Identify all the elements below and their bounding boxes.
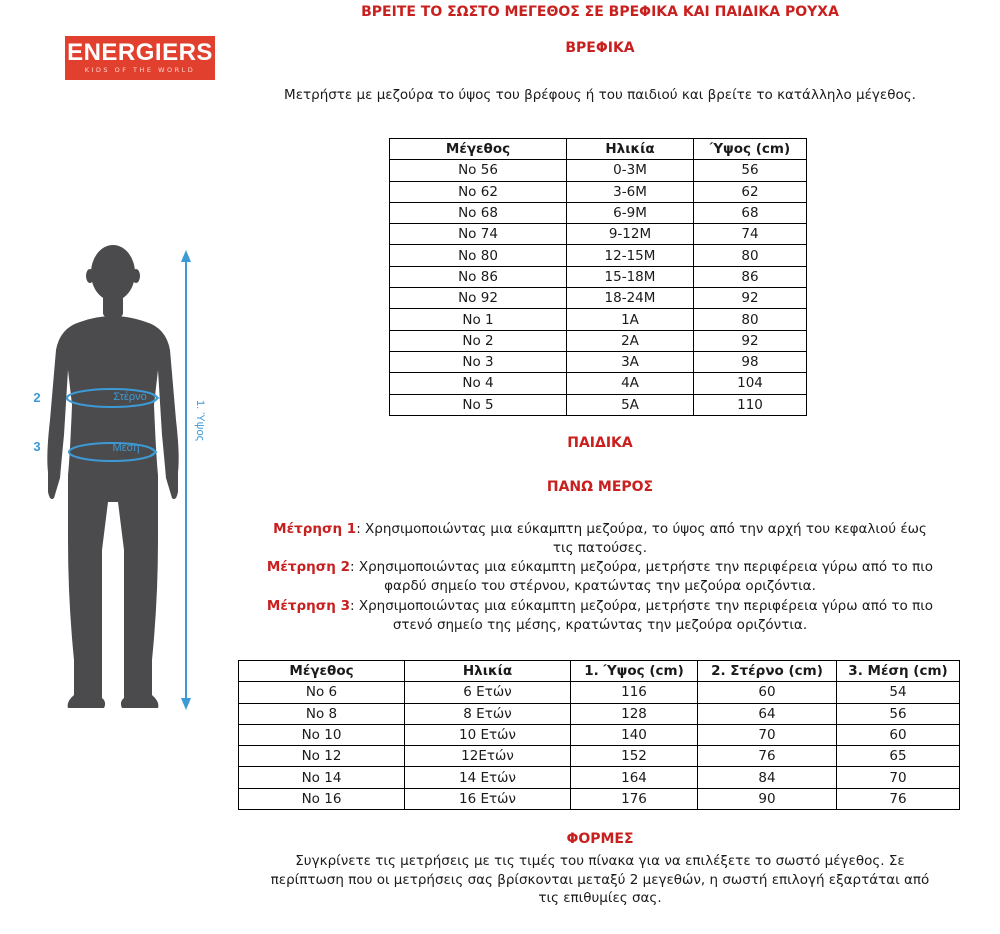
column-header: Μέγεθος [239, 661, 405, 682]
measurement-text: στενό σημείο της μέσης, κρατώντας την μεζούρα οριζόντια. [392, 616, 808, 633]
table-cell: 76 [698, 746, 837, 767]
measurement-label: Μέτρηση 1 [273, 521, 357, 537]
table-cell: Νο 62 [390, 181, 567, 202]
table-cell: Νο 68 [390, 202, 567, 223]
table-cell: Νο 92 [390, 288, 567, 309]
table-row [390, 394, 807, 415]
table-cell: 54 [837, 682, 960, 703]
babies-intro: Μετρήστε με μεζούρα το ύψος του βρέφους ή του παιδιού και βρείτε το κατάλληλο μέγεθος. [284, 87, 916, 103]
table-cell: 18-24M [567, 288, 694, 309]
table-cell: Νο 5 [390, 394, 567, 415]
table-row [239, 703, 960, 724]
table-cell: 16 Ετών [405, 788, 571, 809]
table-row [239, 788, 960, 809]
chest-number: 2 [33, 390, 41, 405]
table-row [390, 288, 807, 309]
column-header: 1. Ύψος (cm) [571, 661, 698, 682]
table-cell: 3A [567, 351, 694, 372]
table-cell: 74 [694, 224, 807, 245]
table-cell: 140 [571, 724, 698, 745]
measurement-2 [240, 558, 960, 595]
measurement-text: τις πατούσες. [552, 539, 648, 556]
table-cell: 60 [837, 724, 960, 745]
table-row [390, 224, 807, 245]
table-cell: 56 [694, 160, 807, 181]
table-cell: Νο 10 [239, 724, 405, 745]
table-cell: 70 [698, 724, 837, 745]
table-header-row [390, 139, 807, 160]
column-header: 3. Μέση (cm) [837, 661, 960, 682]
table-cell: 92 [694, 288, 807, 309]
kids-size-table [238, 660, 960, 810]
table-cell: 5A [567, 394, 694, 415]
measurement-label: Μέτρηση 3 [266, 598, 350, 614]
table-cell: 56 [837, 703, 960, 724]
table-cell: 90 [698, 788, 837, 809]
chest-label: Στέρνο [113, 391, 147, 403]
table-cell: 64 [698, 703, 837, 724]
table-cell: 176 [571, 788, 698, 809]
table-cell: Νο 86 [390, 266, 567, 287]
table-cell: 98 [694, 351, 807, 372]
table-cell: 86 [694, 266, 807, 287]
table-cell: 116 [571, 682, 698, 703]
kids-table-body [239, 682, 960, 810]
child-measurement-figure [20, 240, 235, 720]
table-cell: Νο 8 [239, 703, 405, 724]
column-header: Μέγεθος [390, 139, 567, 160]
table-cell: Νο 12 [239, 746, 405, 767]
table-row [390, 351, 807, 372]
table-cell: 15-18M [567, 266, 694, 287]
table-row [390, 181, 807, 202]
child-silhouette [47, 245, 178, 708]
table-cell: Νο 6 [239, 682, 405, 703]
table-cell: Νο 16 [239, 788, 405, 809]
table-cell: 6 Ετών [405, 682, 571, 703]
column-header: Ηλικία [405, 661, 571, 682]
babies-size-table [389, 138, 807, 416]
table-cell: Νο 56 [390, 160, 567, 181]
table-cell: Νο 74 [390, 224, 567, 245]
fit-note-line: περίπτωση που οι μετρήσεις σας βρίσκονται μεταξύ 2 μεγεθών, η σωστή επιλογή εξαρτάται από [270, 871, 930, 888]
babies-heading: ΒΡΕΦΙΚΑ [565, 40, 635, 56]
height-label: 1. Ύψος [194, 400, 206, 441]
logo-brand-text: ENERGIERS [67, 39, 213, 66]
table-header-row [239, 661, 960, 682]
table-cell: 128 [571, 703, 698, 724]
table-cell: Νο 3 [390, 351, 567, 372]
table-cell: 152 [571, 746, 698, 767]
table-cell: 68 [694, 202, 807, 223]
height-arrow [181, 250, 191, 710]
table-row [239, 767, 960, 788]
measurement-3 [240, 597, 960, 634]
table-row [390, 160, 807, 181]
table-row [239, 724, 960, 745]
table-cell: Νο 4 [390, 373, 567, 394]
babies-table-body [390, 160, 807, 416]
fit-note [250, 852, 950, 908]
fit-note-line: τις επιθυμίες σας. [538, 890, 662, 906]
column-header: Ύψος (cm) [694, 139, 807, 160]
table-cell: 0-3M [567, 160, 694, 181]
table-cell: 65 [837, 746, 960, 767]
table-cell: 92 [694, 330, 807, 351]
table-row [390, 245, 807, 266]
table-cell: 104 [694, 373, 807, 394]
table-cell: 2A [567, 330, 694, 351]
table-cell: 164 [571, 767, 698, 788]
table-cell: 76 [837, 788, 960, 809]
waist-number: 3 [33, 439, 41, 454]
column-header: Ηλικία [567, 139, 694, 160]
measurement-text: φαρδύ σημείο του στέρνου, κρατώντας την μεζούρα οριζόντια. [384, 577, 816, 594]
measurement-text: : Χρησιμοποιώντας μια εύκαμπτη μεζούρα, μετρήστε την περιφέρεια γύρω από το πιο [349, 559, 934, 575]
table-row [239, 746, 960, 767]
measurement-label: Μέτρηση 2 [266, 559, 350, 575]
table-row [390, 330, 807, 351]
column-header: 2. Στέρνο (cm) [698, 661, 837, 682]
measurement-1 [240, 520, 960, 557]
table-cell: 3-6M [567, 181, 694, 202]
table-cell: Νο 14 [239, 767, 405, 788]
table-cell: Νο 1 [390, 309, 567, 330]
waist-label: Μέση [112, 442, 140, 454]
table-cell: 12-15M [567, 245, 694, 266]
table-cell: 80 [694, 245, 807, 266]
measurement-text: : Χρησιμοποιώντας μια εύκαμπτη μεζούρα, το ύψος από την αρχή του κεφαλιού έως [356, 521, 927, 537]
kids-subheading: ΠΑΝΩ ΜΕΡΟΣ [546, 479, 654, 495]
table-cell: 10 Ετών [405, 724, 571, 745]
page-title: ΒΡΕΙΤΕ ΤΟ ΣΩΣΤΟ ΜΕΓΕΘΟΣ ΣΕ ΒΡΕΦΙΚΑ ΚΑΙ ΠΑΙΔΙΚΑ ΡΟΥΧΑ [361, 4, 839, 20]
brand-logo [65, 36, 215, 80]
fit-heading: ΦΟΡΜΕΣ [566, 831, 634, 847]
table-row [390, 202, 807, 223]
table-cell: 84 [698, 767, 837, 788]
table-cell: 70 [837, 767, 960, 788]
logo-tagline: KIDS OF THE WORLD [84, 66, 196, 74]
table-row [390, 373, 807, 394]
table-cell: 12Ετών [405, 746, 571, 767]
table-cell: 6-9M [567, 202, 694, 223]
table-cell: Νο 2 [390, 330, 567, 351]
kids-heading: ΠΑΙΔΙΚΑ [567, 435, 633, 451]
table-cell: 4A [567, 373, 694, 394]
table-cell: 60 [698, 682, 837, 703]
table-row [239, 682, 960, 703]
table-cell: 9-12M [567, 224, 694, 245]
table-row [390, 266, 807, 287]
table-cell: 80 [694, 309, 807, 330]
table-cell: Νο 80 [390, 245, 567, 266]
table-cell: 14 Ετών [405, 767, 571, 788]
fit-note-line: Συγκρίνετε τις μετρήσεις με τις τιμές του πίνακα για να επιλέξετε το σωστό μέγεθος. Σε [295, 853, 905, 869]
table-cell: 110 [694, 394, 807, 415]
table-cell: 1A [567, 309, 694, 330]
table-cell: 62 [694, 181, 807, 202]
measurement-text: : Χρησιμοποιώντας μια εύκαμπτη μεζούρα, μετρήστε την περιφέρεια γύρω από το πιο [349, 598, 934, 614]
table-row [390, 309, 807, 330]
table-cell: 8 Ετών [405, 703, 571, 724]
